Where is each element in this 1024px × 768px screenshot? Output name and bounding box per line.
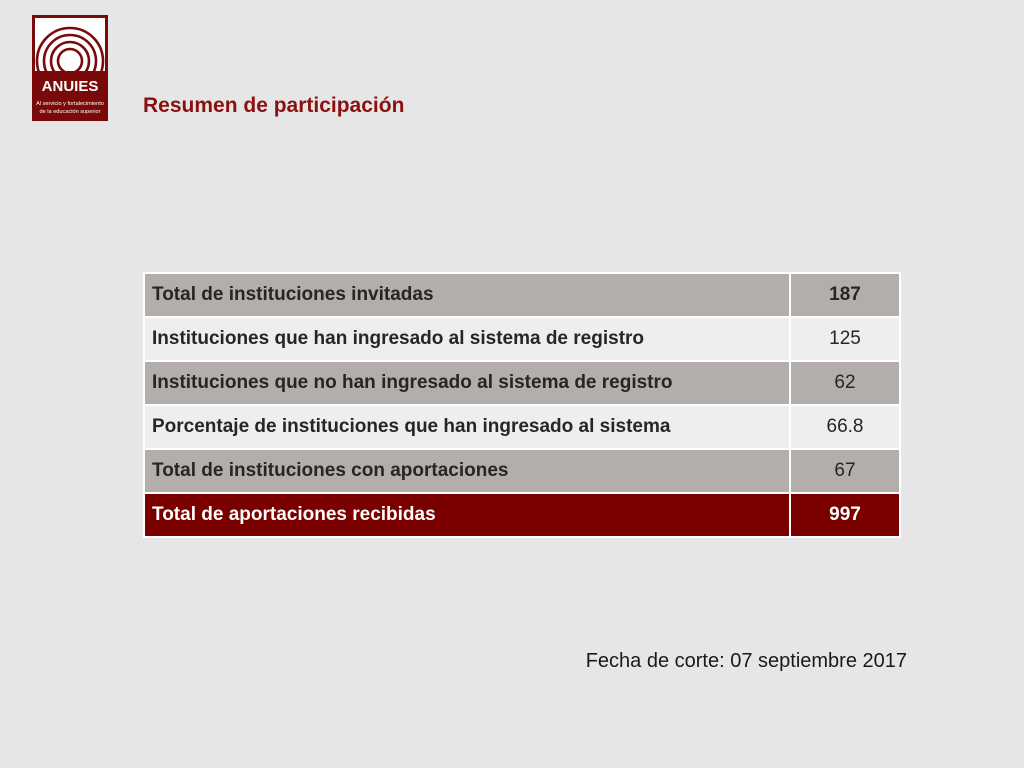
logo-tagline-line2: de la educación superior	[39, 109, 101, 115]
row-label: Porcentaje de instituciones que han ingresado al sistema	[144, 405, 790, 449]
row-label: Total de instituciones con aportaciones	[144, 449, 790, 493]
table-row-total	[144, 493, 900, 537]
row-label: Total de instituciones invitadas	[144, 273, 790, 317]
cutoff-date: Fecha de corte: 07 septiembre 2017	[585, 650, 907, 672]
row-label: Total de aportaciones recibidas	[144, 493, 790, 537]
row-value: 67	[790, 449, 900, 493]
row-value: 66.8	[790, 405, 900, 449]
logo-name: ANUIES	[41, 78, 99, 95]
row-value: 62	[790, 361, 900, 405]
table-row	[144, 273, 900, 317]
participation-summary-table	[143, 272, 901, 538]
row-label: Instituciones que no han ingresado al sistema de registro	[144, 361, 790, 405]
anuies-logo	[32, 15, 108, 121]
row-value: 997	[790, 493, 900, 537]
table-row	[144, 405, 900, 449]
logo-tagline-line1: Al servicio y fortalecimiento	[36, 101, 104, 107]
row-label: Instituciones que han ingresado al sistema de registro	[144, 317, 790, 361]
slide-title: Resumen de participación	[143, 94, 405, 117]
table-row	[144, 449, 900, 493]
row-value: 187	[790, 273, 900, 317]
anuies-logo-emblem	[32, 15, 108, 121]
table-row	[144, 361, 900, 405]
row-value: 125	[790, 317, 900, 361]
table-row	[144, 317, 900, 361]
